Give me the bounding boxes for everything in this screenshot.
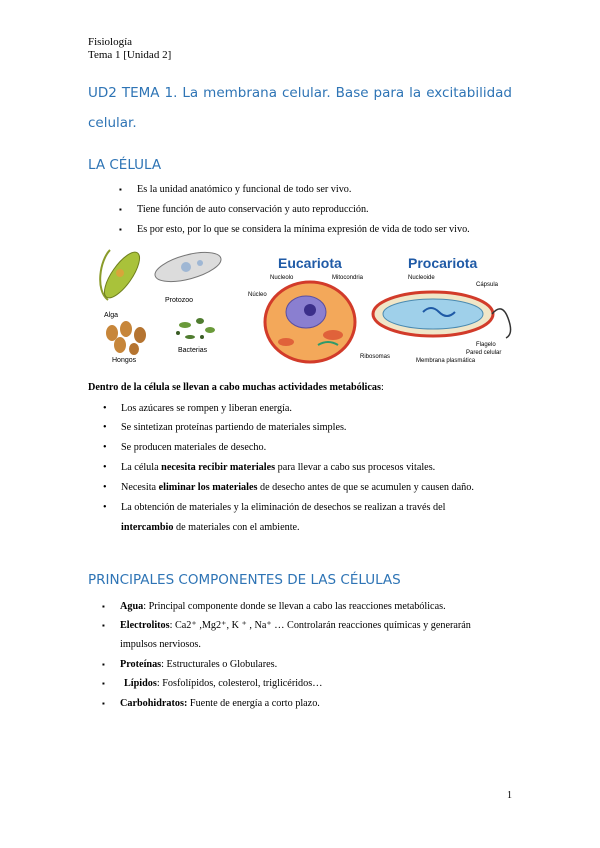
label-mitocondria: Mitocondria xyxy=(332,275,364,281)
label-capsula: Cápsula xyxy=(476,282,499,288)
label-nucleo: Núcleo xyxy=(248,292,267,298)
cell-types-illustration xyxy=(248,250,516,370)
header-subject: Fisiología xyxy=(88,36,133,48)
label-protozoo: Protozoo xyxy=(165,297,194,304)
section-heading-cell: LA CÉLULA xyxy=(88,157,162,173)
list-item: ▪ Tiene función de auto conservación y auto reproducción. xyxy=(119,204,369,215)
label-pared-celular: Pared celular xyxy=(466,350,502,356)
list-item: ▪ Proteínas: Estructurales o Globulares. xyxy=(102,659,278,670)
label-hongos: Hongos xyxy=(112,357,137,364)
title-procariota: Procariota xyxy=(408,255,478,271)
label-nucleoide: Nucleoide xyxy=(408,275,435,281)
title-eucariota: Eucariota xyxy=(278,255,342,271)
list-item: • Se producen materiales de desecho. xyxy=(103,442,267,453)
page-number: 1 xyxy=(507,790,512,801)
label-nucleolo: Nucleolo xyxy=(270,275,294,281)
list-item: • Se sintetizan proteínas partiendo de materiales simples. xyxy=(103,422,347,433)
section-heading-components: PRINCIPALES COMPONENTES DE LAS CÉLULAS xyxy=(88,572,401,588)
page-title: UD2 TEMA 1. La membrana celular. Base para la excitabilidad celular. xyxy=(88,85,512,131)
label-alga: Alga xyxy=(104,312,119,319)
list-item-continuation: impulsos nerviosos. xyxy=(120,639,201,650)
list-item: ▪ Lípidos: Fosfolípidos, colesterol, triglicéridos… xyxy=(102,678,323,689)
list-item-continuation: intercambio de materiales con el ambiente. xyxy=(121,522,300,533)
list-item: • La obtención de materiales y la eliminación de desechos se realizan a través del xyxy=(103,502,446,513)
list-item: • Los azúcares se rompen y liberan energía. xyxy=(103,403,292,414)
list-item: ▪ Es la unidad anatómico y funcional de todo ser vivo. xyxy=(119,184,352,195)
list-item: ▪ Es por esto, por lo que se considera la mínima expresión de vida de todo ser vivo. xyxy=(119,224,470,235)
list-item: ▪ Electrolitos: Ca2⁺ ,Mg2⁺, K ⁺ , Na⁺ … Controlarán reacciones químicas y generarán xyxy=(102,620,471,631)
label-flagelo: Flagelo xyxy=(476,342,496,348)
label-ribosomas: Ribosomas xyxy=(360,354,391,360)
label-membrana-plasmatica: Membrana plasmática xyxy=(416,358,476,364)
list-item: • La célula necesita recibir materiales para llevar a cabo sus procesos vitales. xyxy=(103,462,436,473)
list-item: • Necesita eliminar los materiales de desecho antes de que se acumulen y causen daño. xyxy=(103,482,474,493)
organisms-illustration xyxy=(90,245,230,365)
list-item: ▪ Agua: Principal componente donde se llevan a cabo las reacciones metabólicas. xyxy=(102,601,446,612)
metabolic-intro: Dentro de la célula se llevan a cabo muchas actividades metabólicas: xyxy=(88,382,384,393)
header-unit: Tema 1 [Unidad 2] xyxy=(88,49,172,61)
list-item: ▪ Carbohidratos: Fuente de energía a corto plazo. xyxy=(102,698,320,709)
label-bacterias: Bacterias xyxy=(178,347,208,354)
